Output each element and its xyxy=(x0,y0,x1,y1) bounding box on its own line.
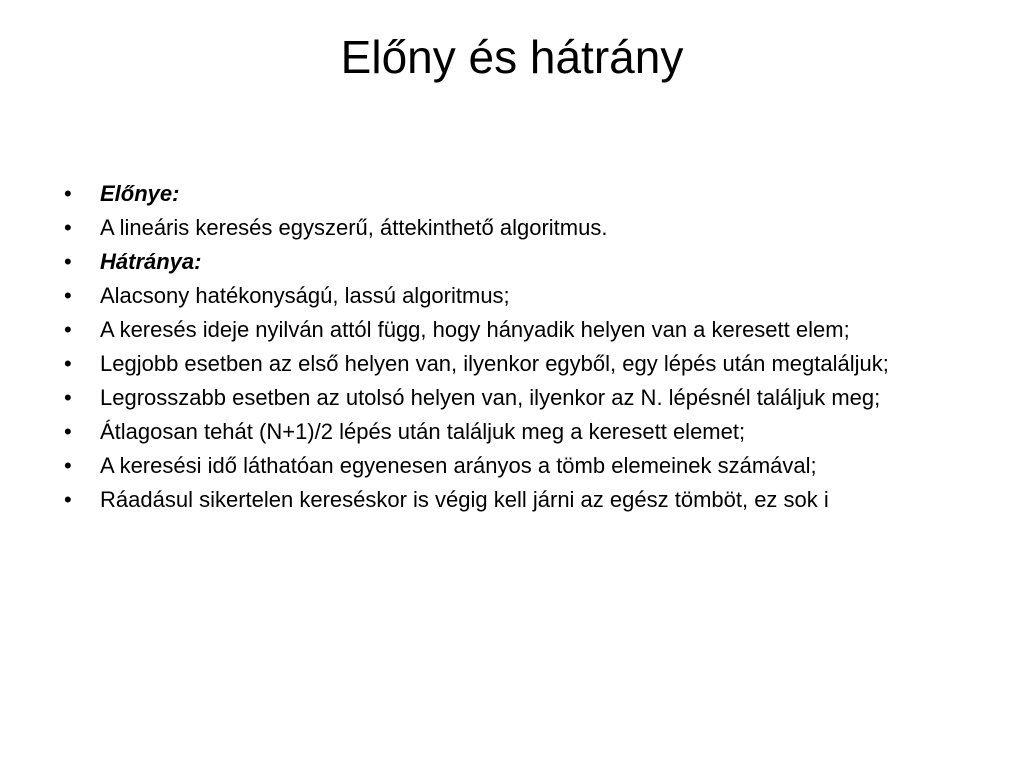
bullet-text: Átlagosan tehát (N+1)/2 lépés után találjuk meg a keresett elemet; xyxy=(100,419,746,444)
bullet-item xyxy=(60,284,960,308)
bullet-item xyxy=(60,386,960,410)
bullet-item xyxy=(60,250,960,274)
bullet-list xyxy=(60,182,960,522)
bullet-item xyxy=(60,352,960,376)
bullet-text: Legjobb esetben az első helyen van, ilyenkor egyből, egy lépés után megtaláljuk; xyxy=(100,351,889,376)
bullet-icon: • xyxy=(64,181,72,206)
slide-title: Előny és hátrány xyxy=(340,31,684,83)
bullet-icon: • xyxy=(64,385,72,410)
bullet-text: Alacsony hatékonyságú, lassú algoritmus; xyxy=(100,283,510,308)
bullet-text: A keresés ideje nyilván attól függ, hogy hányadik helyen van a keresett elem; xyxy=(100,317,850,342)
bullet-item xyxy=(60,216,960,240)
bullet-icon: • xyxy=(64,215,72,240)
bullet-text: A keresési idő láthatóan egyenesen arányos a tömb elemeinek számával; xyxy=(100,453,817,478)
bullet-item xyxy=(60,182,960,206)
bullet-icon: • xyxy=(64,283,72,308)
bullet-heading-disadvantage: Hátránya: xyxy=(100,249,202,274)
bullet-heading-advantage: Előnye: xyxy=(100,181,180,206)
bullet-icon: • xyxy=(64,249,72,274)
bullet-item xyxy=(60,420,960,444)
bullet-icon: • xyxy=(64,453,72,478)
bullet-icon: • xyxy=(64,419,72,444)
bullet-item xyxy=(60,488,960,512)
bullet-icon: • xyxy=(64,317,72,342)
bullet-item xyxy=(60,318,960,342)
bullet-text: Ráadásul sikertelen kereséskor is végig kell járni az egész tömböt, ez sok i xyxy=(100,487,829,512)
bullet-text: A lineáris keresés egyszerű, áttekinthető algoritmus. xyxy=(100,215,608,240)
bullet-icon: • xyxy=(64,487,72,512)
bullet-item xyxy=(60,454,960,478)
bullet-icon: • xyxy=(64,351,72,376)
bullet-text: Legrosszabb esetben az utolsó helyen van, ilyenkor az N. lépésnél találjuk meg; xyxy=(100,385,881,410)
